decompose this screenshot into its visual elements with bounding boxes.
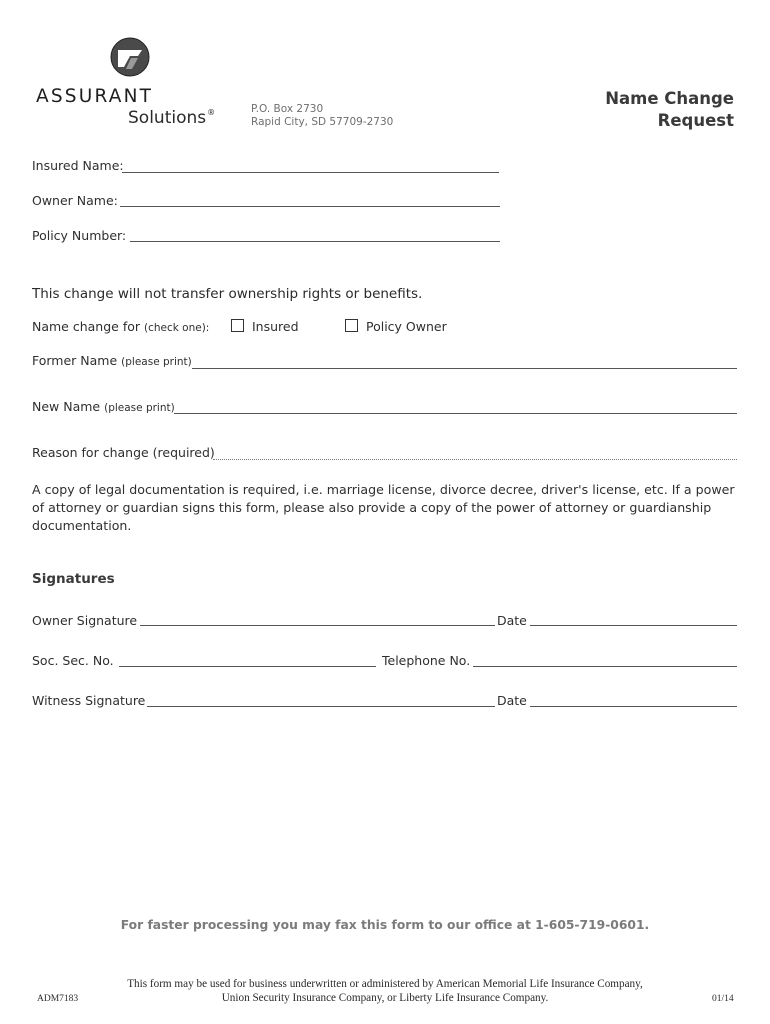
address-line-1: P.O. Box 2730 (251, 103, 324, 115)
ownership-notice: This change will not transfer ownership rights or benefits. (32, 286, 423, 302)
policy-number-label: Policy Number: (32, 228, 127, 243)
ssn-field[interactable] (119, 666, 376, 667)
owner-name-label: Owner Name: (32, 193, 118, 208)
date-label-2: Date (497, 693, 527, 708)
policy-number-field[interactable] (130, 241, 500, 242)
fax-instructions: For faster processing you may fax this form to our office at 1-605-719-0601. (120, 918, 650, 932)
witness-signature-label: Witness Signature (32, 693, 146, 708)
owner-name-field[interactable] (120, 206, 500, 207)
assurant-logo-icon (110, 37, 150, 77)
witness-signature-field[interactable] (147, 706, 495, 707)
reason-field[interactable] (213, 459, 737, 460)
footer-legal-line-2: Union Security Insurance Company, or Liberty Life Insurance Company. (221, 992, 549, 1004)
form-code: ADM7183 (37, 994, 79, 1004)
telephone-field[interactable] (473, 666, 737, 667)
legal-documentation-note: A copy of legal documentation is required, i.e. marriage license, divorce decree, driver's license, etc. If a power of attorney or guardian signs this form, please also provide a copy of the power of attorney or guardianship documentation. (32, 482, 735, 533)
name-change-for-label: Name change for (check one): (32, 319, 210, 334)
owner-signature-label: Owner Signature (32, 613, 138, 628)
former-name-label: Former Name (please print) (32, 353, 192, 368)
form-title-line-1: Name Change (605, 89, 734, 108)
new-name-field[interactable] (174, 413, 737, 414)
date-field-1[interactable] (530, 625, 737, 626)
owner-signature-field[interactable] (140, 625, 495, 626)
brand-subtitle: Solutions® (128, 108, 216, 128)
insured-checkbox[interactable] (231, 319, 244, 332)
signatures-heading: Signatures (32, 571, 115, 587)
policy-owner-option-label: Policy Owner (366, 319, 447, 334)
form-title-line-2: Request (657, 111, 734, 130)
telephone-label: Telephone No. (382, 653, 471, 668)
address-line-2: Rapid City, SD 57709-2730 (251, 116, 394, 128)
footer-legal-line-1: This form may be used for business underwritten or administered by American Memorial Life Insurance Company, (127, 978, 643, 990)
date-label-1: Date (497, 613, 527, 628)
date-field-2[interactable] (530, 706, 737, 707)
policy-owner-checkbox[interactable] (345, 319, 358, 332)
ssn-label: Soc. Sec. No. (32, 653, 114, 668)
reason-label: Reason for change (required) (32, 445, 215, 460)
form-revision: 01/14 (712, 994, 734, 1004)
insured-name-label: Insured Name: (32, 158, 124, 173)
brand-name: ASSURANT (36, 86, 154, 107)
former-name-field[interactable] (192, 368, 737, 369)
insured-name-field[interactable] (122, 172, 499, 173)
new-name-label: New Name (please print) (32, 399, 175, 414)
insured-option-label: Insured (252, 319, 299, 334)
